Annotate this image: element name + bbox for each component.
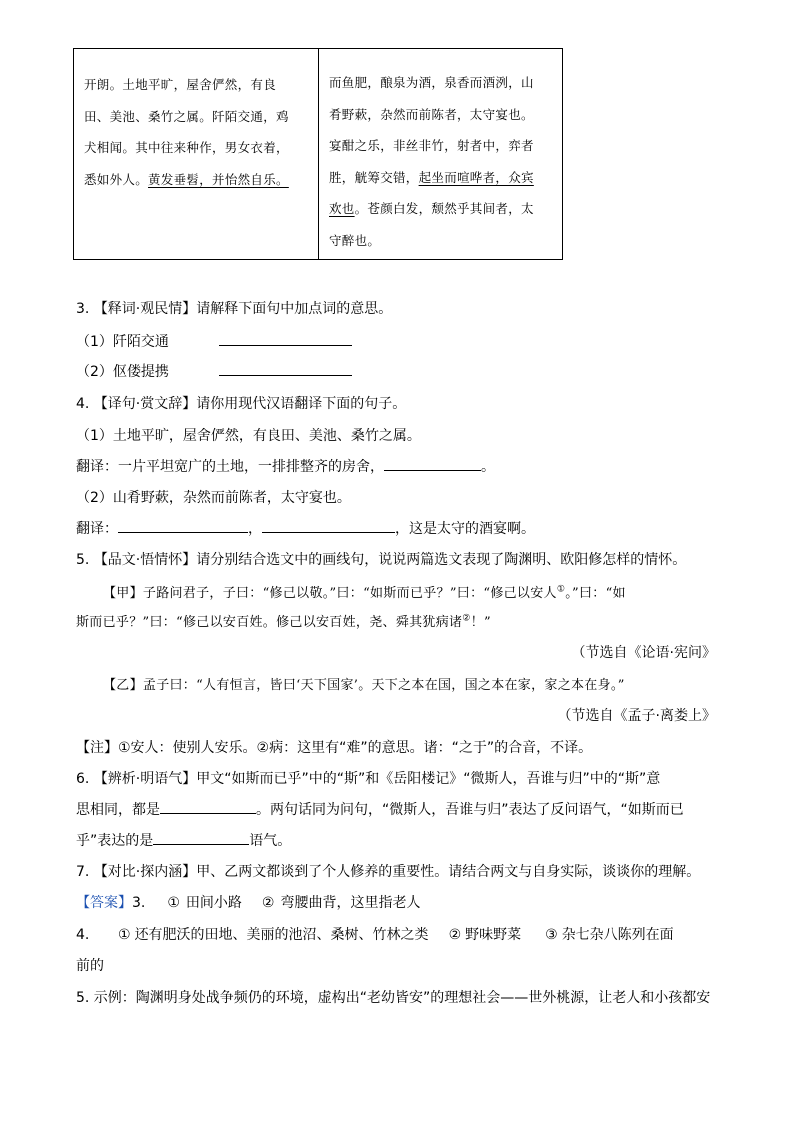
yi-source: （节选自《孟子·离娄上》 [557, 708, 716, 724]
annotation-note: 【注】①安人：使别人安乐。②病：这里有“难”的意思。诸：“之于”的合音，不译。 [76, 740, 593, 756]
answer-text: 杂七杂八陈列在面 [561, 927, 674, 943]
answer-blank[interactable] [219, 331, 352, 346]
passage-right-cell [319, 49, 562, 259]
passage-line: 开朗。土地平旷，屋舍俨然，有良 [84, 77, 277, 92]
jia-text: 。”曰：“如 [565, 586, 626, 601]
answer-number: 4. [76, 927, 90, 943]
q6-text: 思相同，都是 [76, 802, 160, 818]
answer-text: 田间小路 [185, 895, 242, 911]
passage-line: 田、美池、桑竹之属。阡陌交通，鸡 [84, 108, 289, 124]
q4-translation-2 [76, 518, 535, 538]
passage-line [329, 193, 556, 225]
passage-text: 悉如外人。 [84, 171, 149, 187]
q6-line-1: 6. 【辨析·明语气】甲文“如斯而已乎”中的“斯”和《岳阳楼记》“微斯人，吾谁与归”中的“斯”意 [76, 771, 661, 787]
passage-line: 而鱼肥，酿泉为酒，泉香而酒洌，山 [329, 75, 534, 90]
q3-title: 3. 【释词·观民情】请解释下面句中加点词的意思。 [76, 301, 393, 317]
circled-number: ② [261, 895, 275, 911]
answer-4-continued: 前的 [76, 958, 104, 974]
q7-line: 7. 【对比·探内涵】甲、乙两文都谈到了个人修养的重要性。请结合两文与自身实际，谈谈你的理解。 [76, 864, 701, 880]
circled-number: ③ [545, 927, 558, 943]
jia-text-line-2 [76, 611, 491, 630]
passage-left-cell [74, 49, 319, 259]
q3-item-1 [76, 331, 352, 351]
answer-text: 野味野菜 [465, 927, 522, 943]
answer-blank[interactable] [219, 361, 352, 376]
answer-text: 弯腰曲背，这里指老人 [280, 895, 421, 911]
translation-text: 翻译： [76, 521, 118, 537]
passage-line: 肴野蔌，杂然而前陈者，太守宴也。 [329, 106, 534, 122]
q4-title: 4. 【译句·赏文辞】请你用现代汉语翻译下面的句子。 [76, 396, 407, 412]
jia-text: ！” [470, 615, 491, 630]
q4-sentence-1: （1）土地平旷，屋舍俨然，有良田、美池、桑竹之属。 [76, 428, 421, 444]
answer-blank[interactable] [153, 830, 249, 845]
footnote-mark: ① [556, 584, 566, 595]
q6-text: 语气。 [249, 833, 292, 849]
answer-tag: 【答案】 [76, 895, 132, 911]
translation-text: 翻译：一片平坦宽广的土地，一排排整齐的房舍， [76, 459, 384, 475]
underlined-sentence: 黄发垂髫，并怡然自乐。 [148, 171, 289, 187]
circled-number: ① [167, 895, 180, 911]
passage-line: 守醉也。 [329, 232, 381, 248]
circled-number: ① [118, 927, 131, 943]
translation-text: ， [248, 521, 262, 537]
q6-text: 。两句话同为问句，“微斯人，吾谁与归”表达了反问语气，“如斯而已 [256, 802, 684, 818]
answer-3 [76, 892, 420, 912]
answer-blank[interactable] [384, 456, 481, 471]
q6-line-2 [76, 799, 684, 819]
passage-line [329, 162, 556, 194]
footnote-mark: ② [462, 613, 471, 624]
jia-text: 斯而已乎？”曰：“修己以安百姓。修己以安百姓，尧、舜其犹病诸 [76, 615, 463, 630]
passage-text: 。苍颜白发，颓然乎其间者，太 [354, 201, 534, 216]
passage-text: 胜，觥筹交错， [329, 169, 419, 185]
answer-4 [76, 924, 674, 944]
q6-line-3 [76, 830, 291, 850]
translation-text: 。 [481, 459, 495, 475]
passage-line: 宴酣之乐，非丝非竹，射者中，弈者 [329, 138, 534, 153]
passage-table [73, 48, 563, 260]
q3-item-2 [76, 361, 352, 381]
jia-source: （节选自《论语·宪问》 [571, 645, 716, 661]
answer-number: 3. [132, 895, 146, 911]
q3-item-text: （2）伛偻提携 [76, 364, 169, 380]
yi-text: 【乙】孟子曰：“人有恒言，皆曰‘天下国家’。天下之本在国，国之本在家，家之本在身。” [103, 678, 625, 693]
passage-line: 犬相闻。其中往来种作，男女衣着， [84, 140, 289, 155]
q6-text: 乎”表达的是 [76, 833, 154, 849]
jia-text-line-1 [103, 582, 626, 601]
answer-blank[interactable] [160, 799, 256, 814]
underlined-sentence: 欢也 [329, 201, 355, 216]
underlined-sentence: 起坐而喧哗者，众宾 [418, 169, 534, 185]
q3-item-text: （1）阡陌交通 [76, 334, 169, 350]
answer-5: 5. 示例：陶渊明身处战争频仍的环境，虚构出“老幼皆安”的理想社会——世外桃源，让老人和小孩都安 [76, 990, 711, 1006]
jia-text: 【甲】子路问君子，子曰：“修己以敬。”曰：“如斯而已乎？”曰：“修己以安人 [103, 586, 557, 601]
q4-sentence-2: （2）山肴野蔌，杂然而前陈者，太守宴也。 [76, 490, 351, 506]
passage-line [84, 164, 312, 196]
circled-number: ② [448, 927, 462, 943]
answer-blank[interactable] [118, 518, 248, 533]
translation-text: ，这是太守的酒宴啊。 [395, 521, 535, 537]
q5-title: 5. 【品文·悟情怀】请分别结合选文中的画线句，说说两篇选文表现了陶渊明、欧阳修怎样的情怀。 [76, 552, 687, 568]
q4-translation-1 [76, 456, 495, 476]
answer-blank[interactable] [262, 518, 395, 533]
answer-text: 还有肥沃的田地、美丽的池沼、桑树、竹林之类 [134, 927, 429, 943]
